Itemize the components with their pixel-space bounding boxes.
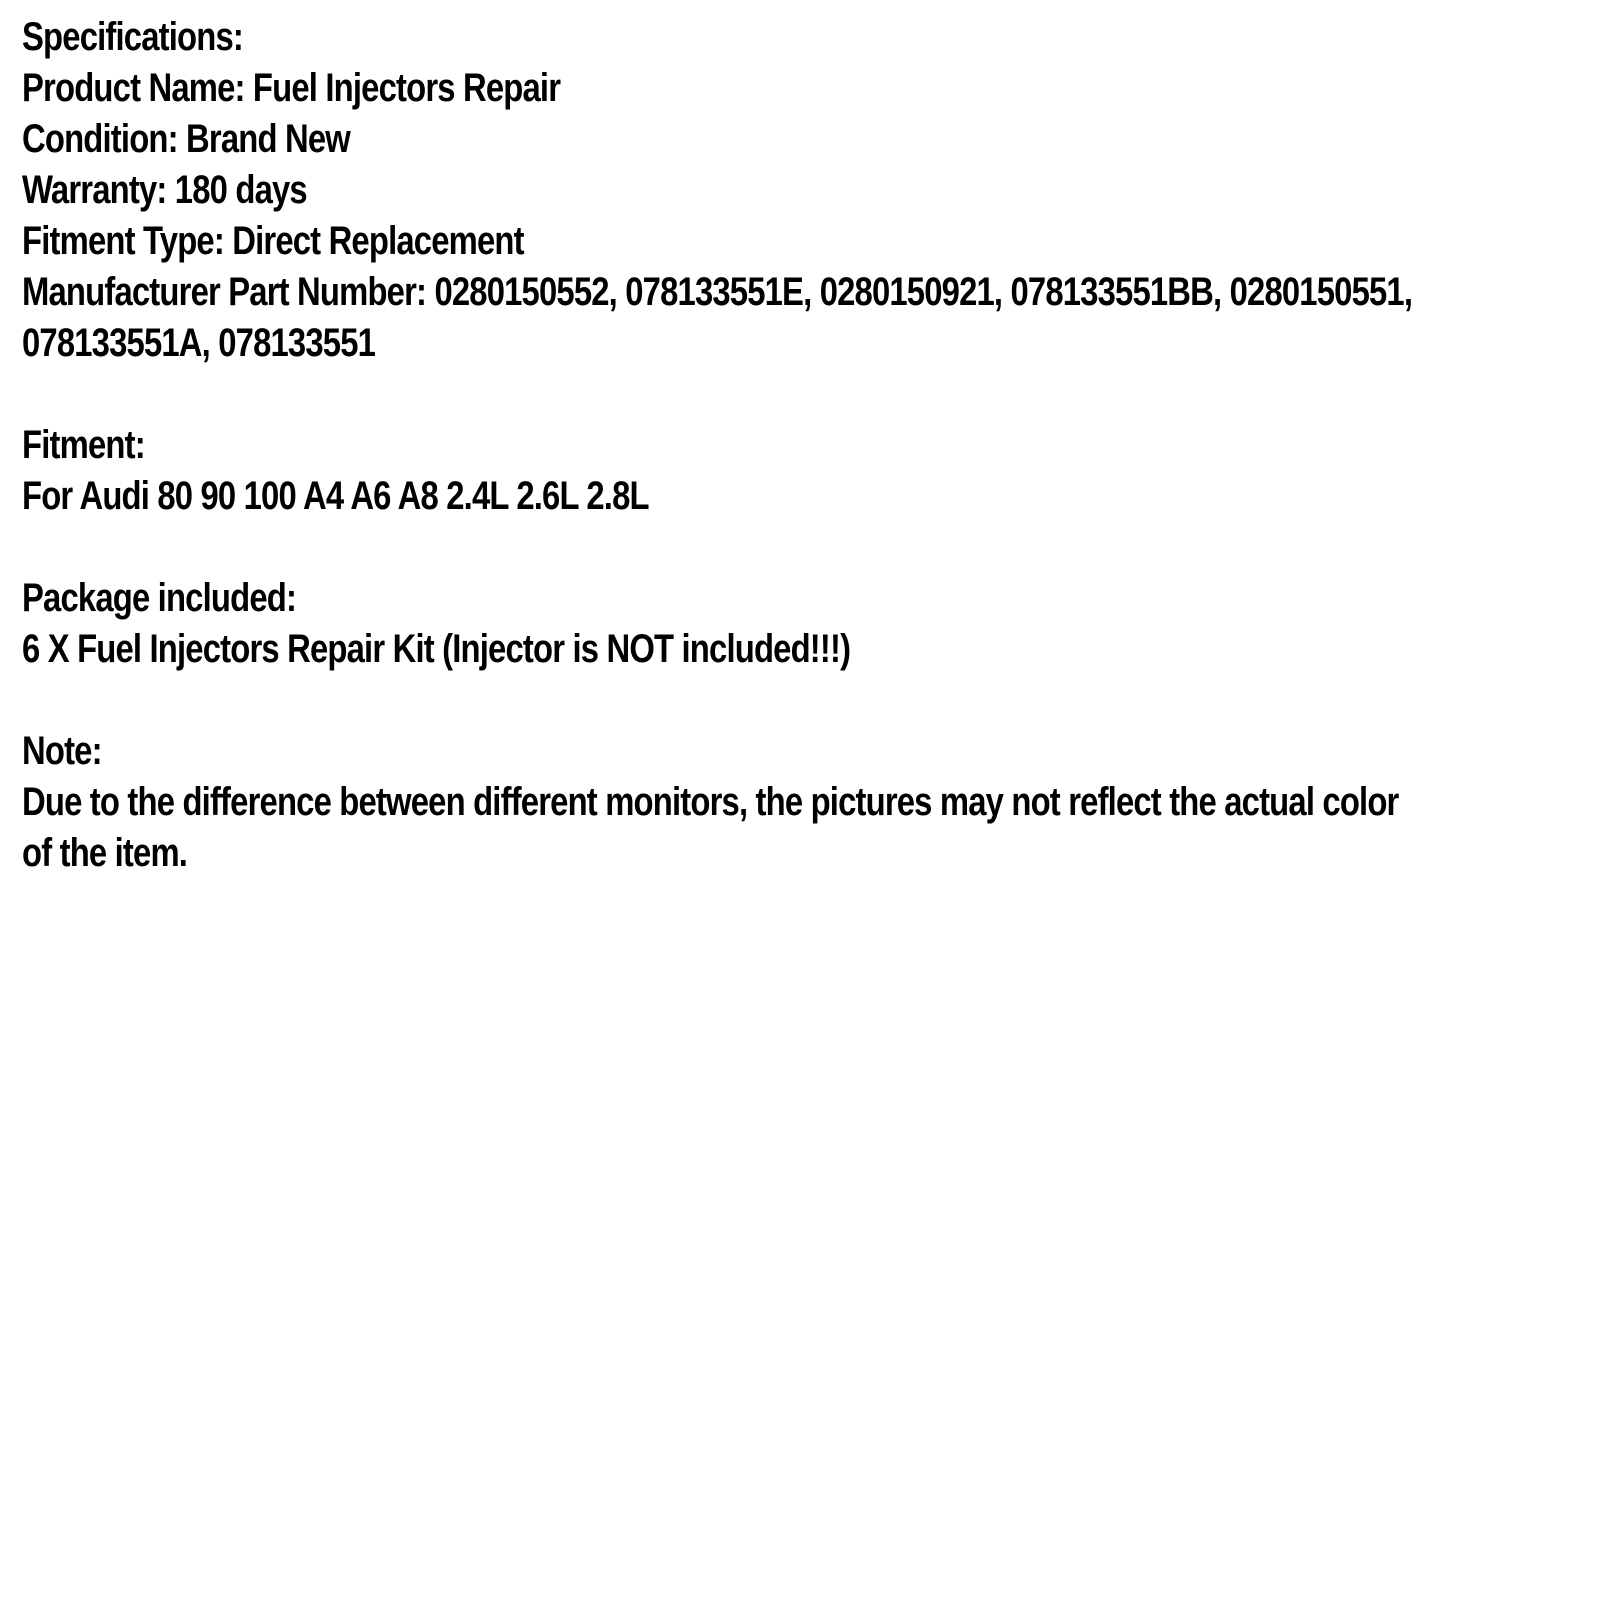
part-number-line-2: 078133551A, 078133551 [22, 321, 376, 365]
specifications-heading: Specifications: [22, 15, 244, 59]
condition-line: Condition: Brand New [22, 117, 350, 161]
package-heading: Package included: [22, 576, 297, 620]
fitment-type-line: Fitment Type: Direct Replacement [22, 219, 524, 263]
fitment-line: For Audi 80 90 100 A4 A6 A8 2.4L 2.6L 2.8L [22, 474, 649, 518]
product-name-line: Product Name: Fuel Injectors Repair [22, 66, 561, 110]
warranty-line: Warranty: 180 days [22, 168, 307, 212]
note-line-1: Due to the difference between different monitors, the pictures may not reflect the actual color [22, 780, 1399, 824]
blank-line [22, 369, 1596, 420]
package-line: 6 X Fuel Injectors Repair Kit (Injector is NOT included!!!) [22, 627, 851, 671]
blank-line [22, 675, 1596, 726]
part-number-line-1: Manufacturer Part Number: 0280150552, 078133551E, 0280150921, 078133551BB, 0280150551, [22, 270, 1413, 314]
blank-line [22, 522, 1596, 573]
note-heading: Note: [22, 729, 102, 773]
note-line-2: of the item. [22, 831, 188, 875]
product-description-text [22, 12, 1596, 879]
fitment-heading: Fitment: [22, 423, 145, 467]
